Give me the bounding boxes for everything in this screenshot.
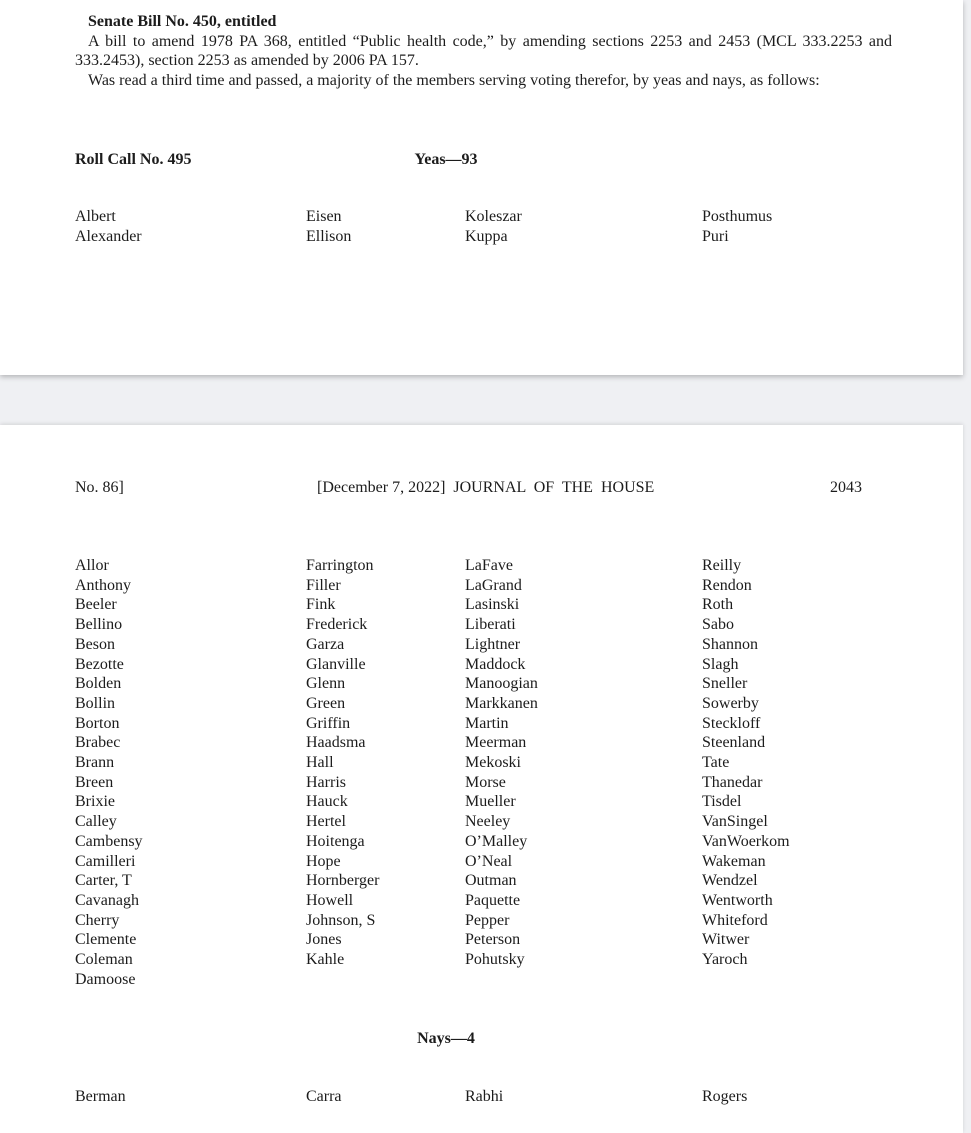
legislator-name: Kahle bbox=[306, 951, 345, 969]
legislator-name: Outman bbox=[465, 872, 517, 890]
legislator-name: Camilleri bbox=[75, 852, 136, 870]
legislator-name: Reilly bbox=[702, 557, 742, 574]
yeas-column-1 bbox=[75, 207, 306, 246]
legislator-name: VanWoerkom bbox=[702, 832, 790, 850]
bill-title: Senate Bill No. 450, entitled bbox=[88, 13, 277, 30]
legislator-name: Calley bbox=[75, 813, 117, 831]
legislator-name: Rogers bbox=[702, 1088, 748, 1105]
nays-heading: Nays—4 bbox=[417, 1030, 475, 1047]
nays-column-1 bbox=[75, 1087, 306, 1107]
yeas-column-3 bbox=[465, 556, 702, 989]
legislator-name: Albert bbox=[75, 208, 116, 225]
legislator-name: Witwer bbox=[702, 931, 750, 949]
legislator-name: Bezotte bbox=[75, 655, 124, 673]
legislator-name: Borton bbox=[75, 714, 120, 732]
legislator-name: Steckloff bbox=[702, 714, 761, 732]
legislator-name: Frederick bbox=[306, 616, 368, 634]
legislator-name: Bollin bbox=[75, 694, 116, 712]
legislator-name: Anthony bbox=[75, 576, 131, 594]
legislator-name: Hoitenga bbox=[306, 832, 365, 850]
legislator-name: Cambensy bbox=[75, 832, 143, 850]
legislator-name: Bolden bbox=[75, 675, 122, 693]
legislator-name: Neeley bbox=[465, 813, 511, 831]
legislator-name: Hall bbox=[306, 754, 334, 772]
roll-call-row bbox=[0, 150, 892, 170]
legislator-name: Thanedar bbox=[702, 773, 763, 791]
legislator-name: Rabhi bbox=[465, 1088, 504, 1105]
legislator-name: Brann bbox=[75, 754, 115, 772]
legislator-name: Martin bbox=[465, 714, 509, 732]
legislator-name: Glenn bbox=[306, 675, 346, 693]
nays-name-columns bbox=[75, 1087, 892, 1107]
legislator-name: Carter, T bbox=[75, 872, 132, 890]
legislator-name: Pohutsky bbox=[465, 951, 525, 969]
issue-number: No. 86] bbox=[75, 479, 124, 496]
legislator-name: Allor bbox=[75, 557, 109, 574]
legislator-name: Tate bbox=[702, 754, 730, 772]
nays-column-3 bbox=[465, 1087, 702, 1107]
legislator-name: Steenland bbox=[702, 734, 766, 752]
bill-text-block bbox=[75, 12, 892, 91]
legislator-name: Howell bbox=[306, 891, 354, 909]
legislator-name: Meerman bbox=[465, 734, 527, 752]
legislator-name: Posthumus bbox=[702, 208, 773, 225]
legislator-name: Hertel bbox=[306, 813, 346, 831]
legislator-name: Wentworth bbox=[702, 891, 773, 909]
legislator-name: Wendzel bbox=[702, 872, 758, 890]
legislator-name: Cavanagh bbox=[75, 891, 139, 909]
yeas-column-1 bbox=[75, 556, 306, 989]
yeas-heading: Yeas—93 bbox=[414, 151, 478, 168]
legislator-name: VanSingel bbox=[702, 813, 768, 831]
legislator-name: Peterson bbox=[465, 931, 521, 949]
legislator-name: Brixie bbox=[75, 793, 115, 811]
yeas-column-3 bbox=[465, 207, 702, 246]
legislator-name: Beson bbox=[75, 635, 115, 653]
legislator-name: Cherry bbox=[75, 911, 120, 929]
roll-call-number: Roll Call No. 495 bbox=[75, 151, 192, 168]
legislator-name: Johnson, S bbox=[306, 911, 376, 929]
legislator-name: Koleszar bbox=[465, 208, 522, 225]
journal-page-previous bbox=[0, 0, 963, 375]
legislator-name: Maddock bbox=[465, 655, 526, 673]
legislator-name: Kuppa bbox=[465, 227, 508, 245]
legislator-name: Farrington bbox=[306, 557, 374, 574]
legislator-name: Paquette bbox=[465, 891, 521, 909]
legislator-name: O’Neal bbox=[465, 852, 513, 870]
legislator-name: Liberati bbox=[465, 616, 516, 634]
legislator-name: Yaroch bbox=[702, 951, 748, 969]
legislator-name: Berman bbox=[75, 1088, 126, 1105]
yeas-name-columns bbox=[75, 207, 892, 246]
legislator-name: Breen bbox=[75, 773, 114, 791]
legislator-name: Sowerby bbox=[702, 694, 759, 712]
yeas-column-4 bbox=[702, 556, 892, 989]
nays-column-4 bbox=[702, 1087, 892, 1107]
yeas-column-4 bbox=[702, 207, 892, 246]
legislator-name: Rendon bbox=[702, 576, 752, 594]
legislator-name: Glanville bbox=[306, 655, 366, 673]
legislator-name: Mekoski bbox=[465, 754, 521, 772]
legislator-name: LaFave bbox=[465, 557, 513, 574]
legislator-name: Hauck bbox=[306, 793, 348, 811]
legislator-name: Whiteford bbox=[702, 911, 768, 929]
yeas-column-2 bbox=[306, 556, 465, 989]
passage-statement: Was read a third time and passed, a majority of the members serving voting therefor, by yeas and nays, as follows: bbox=[88, 72, 820, 90]
bill-description: A bill to amend 1978 PA 368, entitled “Public health code,” by amending sections 2253 and 2453 (MCL 333.2253 and 333.2453), section 2253 as amended by 2006 PA 157. bbox=[75, 32, 892, 70]
journal-page-2043 bbox=[0, 425, 963, 1133]
legislator-name: Ellison bbox=[306, 227, 352, 245]
legislator-name: Tisdel bbox=[702, 793, 742, 811]
legislator-name: Griffin bbox=[306, 714, 351, 732]
legislator-name: Slagh bbox=[702, 655, 739, 673]
legislator-name: Manoogian bbox=[465, 675, 538, 693]
legislator-name: Lasinski bbox=[465, 596, 520, 614]
page-number: 2043 bbox=[830, 479, 862, 496]
page-header bbox=[0, 478, 963, 498]
legislator-name: Markkanen bbox=[465, 694, 538, 712]
legislator-name: Hornberger bbox=[306, 872, 380, 890]
legislator-name: Sneller bbox=[702, 675, 748, 693]
legislator-name: Roth bbox=[702, 596, 734, 614]
legislator-name: Fink bbox=[306, 596, 336, 614]
legislator-name: Garza bbox=[306, 635, 345, 653]
legislator-name: Wakeman bbox=[702, 852, 766, 870]
legislator-name: Haadsma bbox=[306, 734, 366, 752]
legislator-name: Morse bbox=[465, 773, 506, 791]
legislator-name: O’Malley bbox=[465, 832, 528, 850]
legislator-name: Jones bbox=[306, 931, 342, 949]
legislator-name: Mueller bbox=[465, 793, 516, 811]
legislator-name: Filler bbox=[306, 576, 341, 594]
legislator-name: Puri bbox=[702, 227, 729, 245]
legislator-name: Bellino bbox=[75, 616, 123, 634]
legislator-name: Clemente bbox=[75, 931, 137, 949]
legislator-name: Brabec bbox=[75, 734, 121, 752]
legislator-name: Green bbox=[306, 694, 346, 712]
legislator-name: Carra bbox=[306, 1088, 342, 1105]
legislator-name: Harris bbox=[306, 773, 346, 791]
nays-column-2 bbox=[306, 1087, 465, 1107]
legislator-name: Alexander bbox=[75, 227, 142, 245]
legislator-name: Sabo bbox=[702, 616, 734, 634]
legislator-name: Beeler bbox=[75, 596, 117, 614]
legislator-name: Shannon bbox=[702, 635, 758, 653]
yeas-column-2 bbox=[306, 207, 465, 246]
legislator-name: Coleman bbox=[75, 951, 133, 969]
legislator-name: Pepper bbox=[465, 911, 510, 929]
journal-title: [December 7, 2022] JOURNAL OF THE HOUSE bbox=[317, 479, 655, 496]
legislator-name: Lightner bbox=[465, 635, 521, 653]
legislator-name: Damoose bbox=[75, 970, 136, 988]
nays-heading-row bbox=[0, 1029, 892, 1049]
yeas-name-columns-continued bbox=[75, 556, 892, 989]
legislator-name: Eisen bbox=[306, 208, 342, 225]
legislator-name: LaGrand bbox=[465, 576, 522, 594]
legislator-name: Hope bbox=[306, 852, 341, 870]
